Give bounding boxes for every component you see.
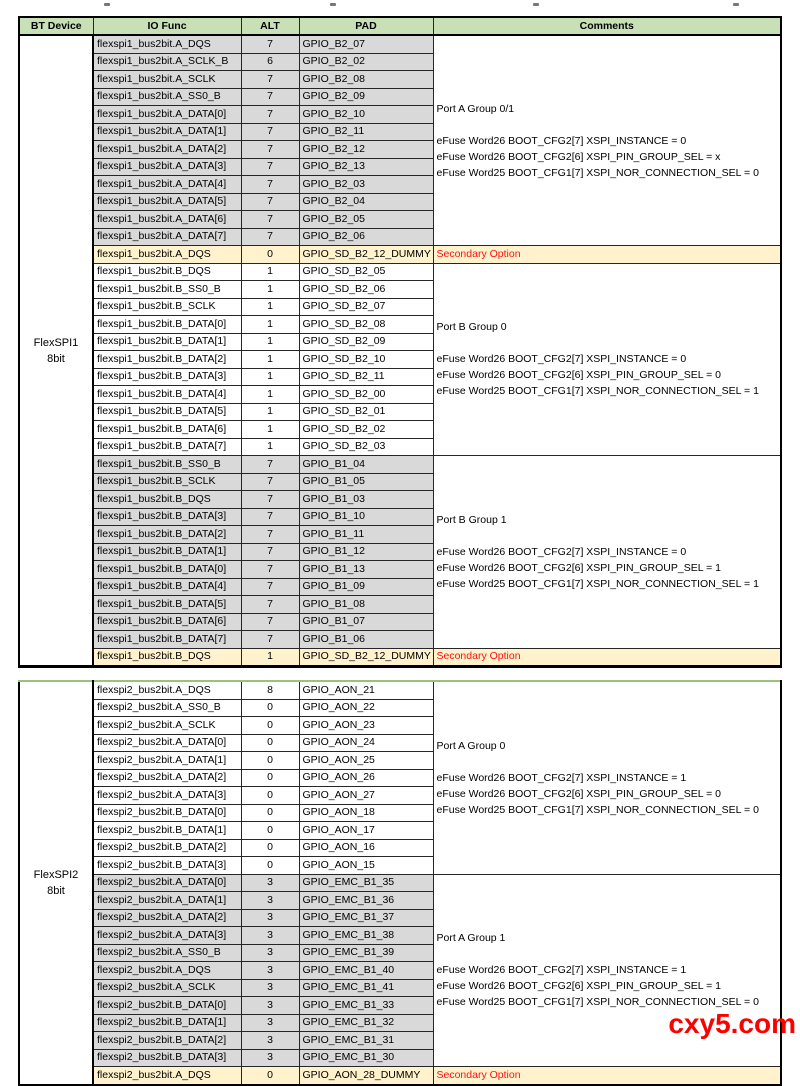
alt-cell: 7	[241, 106, 299, 124]
column-header-comments: Comments	[433, 17, 781, 35]
pad-cell: GPIO_B1_09	[299, 578, 433, 596]
alt-cell: 3	[241, 962, 299, 980]
comment-efuse-line: eFuse Word26 BOOT_CFG2[7] XSPI_INSTANCE = 0	[436, 353, 687, 366]
io-func-cell: flexspi2_bus2bit.A_SS0_B	[93, 944, 241, 962]
io-func-cell: flexspi1_bus2bit.A_DATA[4]	[93, 176, 241, 194]
comment-group-title: Port B Group 0	[436, 321, 507, 334]
device-label-line: FlexSPI2	[33, 868, 79, 881]
io-func-cell: flexspi2_bus2bit.A_DATA[1]	[93, 892, 241, 910]
device-cell	[19, 681, 93, 1085]
pad-cell: GPIO_AON_27	[299, 787, 433, 805]
pad-cell: GPIO_EMC_B1_41	[299, 979, 433, 997]
io-func-cell: flexspi2_bus2bit.B_DATA[3]	[93, 1049, 241, 1067]
pad-cell: GPIO_AON_23	[299, 717, 433, 735]
column-header-bt-device: BT Device	[19, 17, 93, 35]
alt-cell: 7	[241, 613, 299, 631]
device-label-line: FlexSPI1	[33, 336, 79, 349]
pad-cell: GPIO_EMC_B1_33	[299, 997, 433, 1015]
alt-cell: 7	[241, 561, 299, 579]
comment-efuse-line: eFuse Word25 BOOT_CFG1[7] XSPI_NOR_CONNECTION_SEL = 0	[436, 996, 759, 1009]
io-func-cell: flexspi1_bus2bit.B_DATA[7]	[93, 438, 241, 456]
comment-group-title: Port A Group 1	[436, 932, 506, 945]
comment-spacer	[437, 335, 781, 351]
pad-cell: GPIO_B1_07	[299, 613, 433, 631]
pad-cell: GPIO_EMC_B1_32	[299, 1014, 433, 1032]
alt-cell: 0	[241, 787, 299, 805]
table-row	[19, 263, 781, 281]
pad-cell: GPIO_SD_B2_02	[299, 421, 433, 439]
column-header-io-func: IO Func	[93, 17, 241, 35]
pad-cell: GPIO_AON_28_DUMMY	[299, 1067, 433, 1085]
alt-cell: 7	[241, 35, 299, 53]
alt-cell: 3	[241, 892, 299, 910]
secondary-option-label: Secondary Option	[433, 648, 781, 667]
io-func-cell: flexspi1_bus2bit.B_DATA[1]	[93, 333, 241, 351]
pad-cell: GPIO_SD_B2_01	[299, 403, 433, 421]
comment-block	[437, 456, 781, 648]
io-func-cell: flexspi2_bus2bit.A_DATA[3]	[93, 927, 241, 945]
comment-efuse-line: eFuse Word26 BOOT_CFG2[6] XSPI_PIN_GROUP_SEL = 1	[436, 980, 721, 993]
pad-cell: GPIO_B2_12	[299, 141, 433, 159]
pad-cell: GPIO_EMC_B1_31	[299, 1032, 433, 1050]
io-func-cell: flexspi2_bus2bit.A_DATA[0]	[93, 734, 241, 752]
alt-cell: 0	[241, 839, 299, 857]
io-func-cell: flexspi1_bus2bit.B_DATA[5]	[93, 403, 241, 421]
io-func-cell: flexspi2_bus2bit.A_DATA[3]	[93, 787, 241, 805]
io-func-cell: flexspi2_bus2bit.A_DQS	[93, 1067, 241, 1085]
alt-cell: 1	[241, 438, 299, 456]
io-func-cell: flexspi1_bus2bit.B_DQS	[93, 648, 241, 667]
alt-cell: 8	[241, 681, 299, 699]
pad-cell: GPIO_B2_07	[299, 35, 433, 53]
alt-cell: 7	[241, 526, 299, 544]
pad-cell: GPIO_SD_B2_11	[299, 368, 433, 386]
comment-group-title: Port A Group 0/1	[436, 102, 515, 115]
io-func-cell: flexspi2_bus2bit.B_DATA[2]	[93, 1032, 241, 1050]
io-func-cell: flexspi1_bus2bit.B_DATA[6]	[93, 613, 241, 631]
alt-cell: 0	[241, 734, 299, 752]
flexspi1-table	[18, 16, 782, 668]
alt-cell: 7	[241, 491, 299, 509]
comments-cell	[433, 263, 781, 456]
io-func-cell: flexspi2_bus2bit.A_SCLK	[93, 979, 241, 997]
io-func-cell: flexspi1_bus2bit.B_DATA[2]	[93, 351, 241, 369]
device-label-line: 8bit	[47, 352, 65, 365]
alt-cell: 3	[241, 909, 299, 927]
io-func-cell: flexspi1_bus2bit.A_DATA[1]	[93, 123, 241, 141]
alt-cell: 0	[241, 804, 299, 822]
pad-cell: GPIO_EMC_B1_35	[299, 874, 433, 892]
pad-cell: GPIO_AON_17	[299, 822, 433, 840]
cropped-text-artifact	[733, 3, 739, 6]
secondary-option-row	[19, 1067, 781, 1085]
alt-cell: 0	[241, 857, 299, 875]
device-label-line: 8bit	[47, 884, 65, 897]
comment-spacer	[437, 528, 781, 544]
io-func-cell: flexspi1_bus2bit.B_DQS	[93, 491, 241, 509]
pad-cell: GPIO_B1_03	[299, 491, 433, 509]
io-func-cell: flexspi1_bus2bit.B_DATA[4]	[93, 386, 241, 404]
comment-efuse-line: eFuse Word25 BOOT_CFG1[7] XSPI_NOR_CONNECTION_SEL = 1	[436, 385, 759, 398]
cropped-text-artifact	[533, 3, 539, 6]
io-func-cell: flexspi1_bus2bit.B_DATA[0]	[93, 561, 241, 579]
alt-cell: 0	[241, 717, 299, 735]
io-func-cell: flexspi1_bus2bit.B_DATA[2]	[93, 526, 241, 544]
pad-cell: GPIO_AON_21	[299, 681, 433, 699]
io-func-cell: flexspi1_bus2bit.B_DATA[3]	[93, 368, 241, 386]
comment-block	[437, 264, 781, 456]
alt-cell: 1	[241, 421, 299, 439]
pad-cell: GPIO_B2_03	[299, 176, 433, 194]
table-row	[19, 874, 781, 892]
alt-cell: 7	[241, 71, 299, 89]
pad-cell: GPIO_B2_05	[299, 211, 433, 229]
io-func-cell: flexspi1_bus2bit.B_DATA[5]	[93, 596, 241, 614]
io-func-cell: flexspi1_bus2bit.B_SS0_B	[93, 281, 241, 299]
comment-block	[437, 682, 781, 874]
io-func-cell: flexspi1_bus2bit.A_DATA[3]	[93, 158, 241, 176]
io-func-cell: flexspi2_bus2bit.A_DATA[2]	[93, 909, 241, 927]
comment-group-title: Port A Group 0	[436, 739, 506, 752]
secondary-option-label: Secondary Option	[433, 1067, 781, 1085]
pad-cell: GPIO_SD_B2_12_DUMMY	[299, 648, 433, 667]
alt-cell: 0	[241, 769, 299, 787]
pad-cell: GPIO_AON_26	[299, 769, 433, 787]
io-func-cell: flexspi1_bus2bit.A_SCLK_B	[93, 53, 241, 71]
io-func-cell: flexspi1_bus2bit.B_DATA[4]	[93, 578, 241, 596]
alt-cell: 3	[241, 997, 299, 1015]
pad-cell: GPIO_B2_11	[299, 123, 433, 141]
alt-cell: 1	[241, 648, 299, 667]
alt-cell: 1	[241, 263, 299, 281]
comment-block	[437, 36, 781, 245]
io-func-cell: flexspi1_bus2bit.B_DATA[7]	[93, 631, 241, 649]
pad-cell: GPIO_SD_B2_00	[299, 386, 433, 404]
io-func-cell: flexspi1_bus2bit.B_SS0_B	[93, 456, 241, 474]
alt-cell: 7	[241, 578, 299, 596]
watermark: cxy5.com	[668, 1008, 796, 1039]
alt-cell: 3	[241, 944, 299, 962]
pad-cell: GPIO_SD_B2_07	[299, 298, 433, 316]
pad-cell: GPIO_AON_24	[299, 734, 433, 752]
pinmux-sheet	[18, 16, 780, 1086]
pad-cell: GPIO_EMC_B1_37	[299, 909, 433, 927]
comment-efuse-line: eFuse Word26 BOOT_CFG2[6] XSPI_PIN_GROUP_SEL = 0	[436, 787, 721, 800]
alt-cell: 1	[241, 351, 299, 369]
alt-cell: 0	[241, 822, 299, 840]
io-func-cell: flexspi1_bus2bit.A_SCLK	[93, 71, 241, 89]
pad-cell: GPIO_EMC_B1_39	[299, 944, 433, 962]
io-func-cell: flexspi1_bus2bit.B_DQS	[93, 263, 241, 281]
comment-efuse-line: eFuse Word26 BOOT_CFG2[7] XSPI_INSTANCE = 1	[436, 771, 687, 784]
alt-cell: 7	[241, 508, 299, 526]
io-func-cell: flexspi2_bus2bit.B_DATA[3]	[93, 857, 241, 875]
io-func-cell: flexspi2_bus2bit.B_DATA[0]	[93, 804, 241, 822]
table-row	[19, 681, 781, 699]
pad-cell: GPIO_B2_02	[299, 53, 433, 71]
column-header-alt: ALT	[241, 17, 299, 35]
alt-cell: 3	[241, 874, 299, 892]
pad-cell: GPIO_B1_11	[299, 526, 433, 544]
io-func-cell: flexspi2_bus2bit.B_DATA[2]	[93, 839, 241, 857]
pad-cell: GPIO_B2_08	[299, 71, 433, 89]
secondary-option-row	[19, 648, 781, 667]
pad-cell: GPIO_AON_22	[299, 699, 433, 717]
alt-cell: 3	[241, 927, 299, 945]
comment-efuse-line: eFuse Word25 BOOT_CFG1[7] XSPI_NOR_CONNECTION_SEL = 0	[436, 803, 759, 816]
comment-efuse-line: eFuse Word26 BOOT_CFG2[7] XSPI_INSTANCE = 1	[436, 964, 687, 977]
pad-cell: GPIO_SD_B2_06	[299, 281, 433, 299]
alt-cell: 7	[241, 176, 299, 194]
pad-cell: GPIO_B1_05	[299, 473, 433, 491]
io-func-cell: flexspi2_bus2bit.B_DATA[0]	[93, 997, 241, 1015]
pad-cell: GPIO_AON_15	[299, 857, 433, 875]
io-func-cell: flexspi2_bus2bit.A_DATA[0]	[93, 874, 241, 892]
io-func-cell: flexspi2_bus2bit.A_DQS	[93, 962, 241, 980]
comment-spacer	[437, 754, 781, 770]
io-func-cell: flexspi1_bus2bit.A_SS0_B	[93, 88, 241, 106]
alt-cell: 0	[241, 699, 299, 717]
pad-cell: GPIO_B1_08	[299, 596, 433, 614]
pad-cell: GPIO_B2_06	[299, 228, 433, 246]
comment-spacer	[437, 946, 781, 962]
io-func-cell: flexspi1_bus2bit.B_SCLK	[93, 473, 241, 491]
alt-cell: 7	[241, 141, 299, 159]
table-row	[19, 35, 781, 53]
alt-cell: 7	[241, 456, 299, 474]
pad-cell: GPIO_B1_13	[299, 561, 433, 579]
io-func-cell: flexspi2_bus2bit.B_DATA[1]	[93, 1014, 241, 1032]
pad-cell: GPIO_AON_18	[299, 804, 433, 822]
alt-cell: 1	[241, 386, 299, 404]
pad-cell: GPIO_EMC_B1_40	[299, 962, 433, 980]
io-func-cell: flexspi1_bus2bit.B_DATA[3]	[93, 508, 241, 526]
alt-cell: 1	[241, 316, 299, 334]
comment-group-title: Port B Group 1	[436, 513, 507, 526]
alt-cell: 1	[241, 281, 299, 299]
pad-cell: GPIO_B1_10	[299, 508, 433, 526]
table-row	[19, 456, 781, 474]
io-func-cell: flexspi1_bus2bit.B_DATA[6]	[93, 421, 241, 439]
io-func-cell: flexspi2_bus2bit.A_DATA[2]	[93, 769, 241, 787]
cropped-text-artifact	[330, 3, 336, 6]
pad-cell: GPIO_AON_25	[299, 752, 433, 770]
pad-cell: GPIO_B2_13	[299, 158, 433, 176]
secondary-option-label: Secondary Option	[433, 246, 781, 264]
io-func-cell: flexspi1_bus2bit.B_DATA[0]	[93, 316, 241, 334]
io-func-cell: flexspi2_bus2bit.A_SCLK	[93, 717, 241, 735]
alt-cell: 7	[241, 193, 299, 211]
pad-cell: GPIO_SD_B2_05	[299, 263, 433, 281]
comment-efuse-line: eFuse Word26 BOOT_CFG2[7] XSPI_INSTANCE = 0	[436, 545, 687, 558]
comment-efuse-line: eFuse Word25 BOOT_CFG1[7] XSPI_NOR_CONNECTION_SEL = 0	[436, 166, 759, 179]
alt-cell: 3	[241, 1049, 299, 1067]
comment-efuse-line: eFuse Word26 BOOT_CFG2[6] XSPI_PIN_GROUP_SEL = 0	[436, 369, 721, 382]
comments-cell	[433, 35, 781, 246]
io-func-cell: flexspi1_bus2bit.A_DATA[7]	[93, 228, 241, 246]
alt-cell: 3	[241, 1014, 299, 1032]
comment-spacer	[437, 117, 781, 133]
header-row	[19, 17, 781, 35]
device-cell	[19, 35, 93, 667]
comments-cell	[433, 681, 781, 874]
io-func-cell: flexspi2_bus2bit.B_DATA[1]	[93, 822, 241, 840]
alt-cell: 7	[241, 88, 299, 106]
io-func-cell: flexspi2_bus2bit.A_SS0_B	[93, 699, 241, 717]
pad-cell: GPIO_B2_04	[299, 193, 433, 211]
pad-cell: GPIO_SD_B2_12_DUMMY	[299, 246, 433, 264]
alt-cell: 1	[241, 368, 299, 386]
secondary-option-row	[19, 246, 781, 264]
pad-cell: GPIO_B1_12	[299, 543, 433, 561]
alt-cell: 1	[241, 333, 299, 351]
io-func-cell: flexspi2_bus2bit.A_DATA[1]	[93, 752, 241, 770]
alt-cell: 1	[241, 403, 299, 421]
io-func-cell: flexspi1_bus2bit.A_DATA[2]	[93, 141, 241, 159]
alt-cell: 0	[241, 246, 299, 264]
alt-cell: 7	[241, 596, 299, 614]
io-func-cell: flexspi1_bus2bit.B_SCLK	[93, 298, 241, 316]
pad-cell: GPIO_EMC_B1_36	[299, 892, 433, 910]
alt-cell: 7	[241, 543, 299, 561]
pad-cell: GPIO_SD_B2_03	[299, 438, 433, 456]
alt-cell: 3	[241, 1032, 299, 1050]
io-func-cell: flexspi1_bus2bit.A_DQS	[93, 246, 241, 264]
alt-cell: 7	[241, 631, 299, 649]
pad-cell: GPIO_EMC_B1_38	[299, 927, 433, 945]
alt-cell: 0	[241, 1067, 299, 1085]
alt-cell: 0	[241, 752, 299, 770]
pad-cell: GPIO_SD_B2_10	[299, 351, 433, 369]
alt-cell: 7	[241, 228, 299, 246]
io-func-cell: flexspi1_bus2bit.A_DQS	[93, 35, 241, 53]
alt-cell: 7	[241, 211, 299, 229]
pad-cell: GPIO_SD_B2_08	[299, 316, 433, 334]
pad-cell: GPIO_B1_06	[299, 631, 433, 649]
column-header-pad: PAD	[299, 17, 433, 35]
io-func-cell: flexspi1_bus2bit.B_DATA[1]	[93, 543, 241, 561]
comment-efuse-line: eFuse Word26 BOOT_CFG2[7] XSPI_INSTANCE = 0	[436, 134, 687, 147]
alt-cell: 7	[241, 473, 299, 491]
alt-cell: 6	[241, 53, 299, 71]
io-func-cell: flexspi1_bus2bit.A_DATA[5]	[93, 193, 241, 211]
alt-cell: 7	[241, 123, 299, 141]
pad-cell: GPIO_B1_04	[299, 456, 433, 474]
io-func-cell: flexspi2_bus2bit.A_DQS	[93, 681, 241, 699]
pad-cell: GPIO_B2_09	[299, 88, 433, 106]
io-func-cell: flexspi1_bus2bit.A_DATA[6]	[93, 211, 241, 229]
comment-efuse-line: eFuse Word26 BOOT_CFG2[6] XSPI_PIN_GROUP_SEL = x	[436, 150, 721, 163]
comment-efuse-line: eFuse Word25 BOOT_CFG1[7] XSPI_NOR_CONNECTION_SEL = 1	[436, 577, 759, 590]
comments-cell	[433, 456, 781, 649]
pad-cell: GPIO_B2_10	[299, 106, 433, 124]
alt-cell: 1	[241, 298, 299, 316]
alt-cell: 3	[241, 979, 299, 997]
alt-cell: 7	[241, 158, 299, 176]
pad-cell: GPIO_SD_B2_09	[299, 333, 433, 351]
io-func-cell: flexspi1_bus2bit.A_DATA[0]	[93, 106, 241, 124]
comment-efuse-line: eFuse Word26 BOOT_CFG2[6] XSPI_PIN_GROUP_SEL = 1	[436, 561, 721, 574]
pad-cell: GPIO_EMC_B1_30	[299, 1049, 433, 1067]
pad-cell: GPIO_AON_16	[299, 839, 433, 857]
cropped-text-artifact	[104, 3, 110, 6]
